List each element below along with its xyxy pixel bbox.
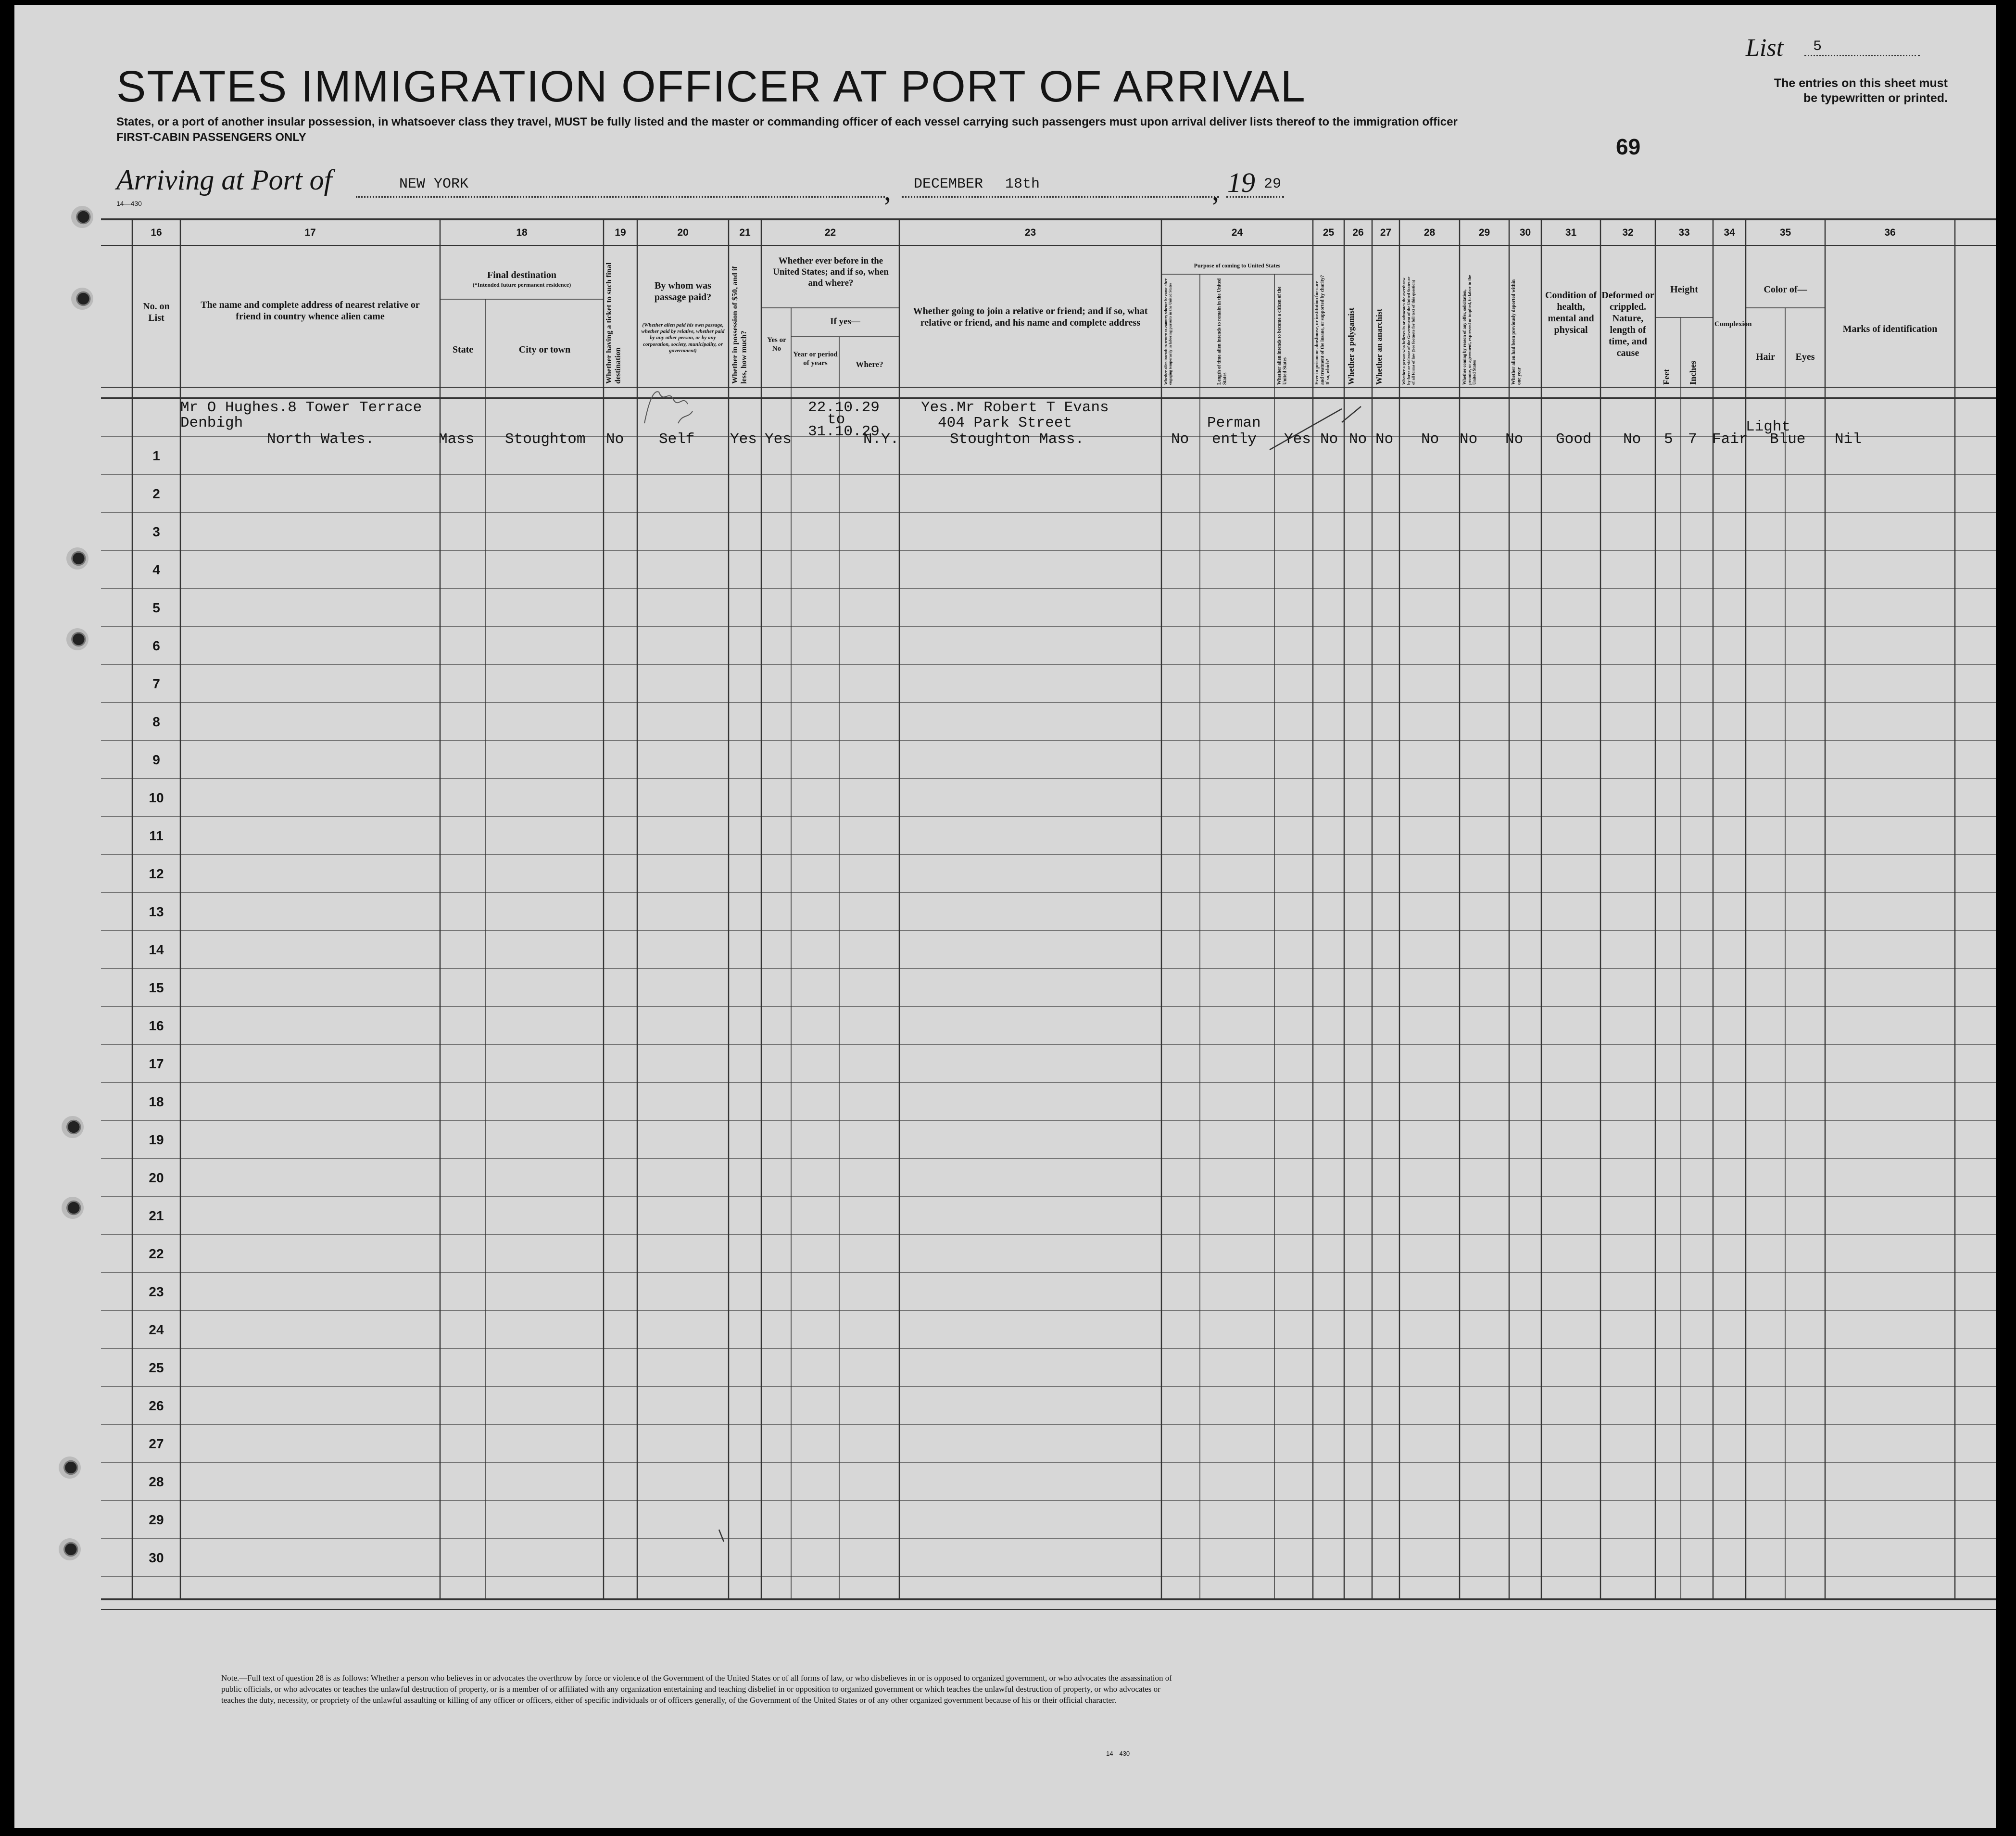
row-number: 14	[149, 942, 164, 957]
year-suffix: 29	[1264, 176, 1282, 192]
header-ticket: Whether having a ticket to such final destination	[605, 262, 622, 384]
return-intent-value: No	[1171, 431, 1189, 448]
page-number: 69	[1616, 134, 1641, 159]
header-final-destination: Final destination	[487, 270, 556, 280]
row-number: 23	[149, 1284, 164, 1299]
years-line1: 22.10.29	[808, 399, 880, 416]
col-num-28: 28	[1424, 227, 1436, 238]
col-num-25: 25	[1323, 227, 1335, 238]
fifty-dollars-value: Yes	[730, 431, 757, 448]
join-line1: Yes.Mr Robert T Evans	[921, 399, 1109, 416]
row-number: 6	[152, 638, 160, 653]
header-final-destination-sub: (*Intended future permanent residence)	[472, 281, 571, 288]
header-eyes: Eyes	[1795, 352, 1815, 362]
header-deformed: Deformed or crippled. Nature, length of time, and cause	[1601, 290, 1654, 358]
header-fifty-dollars: Whether in possession of $50, and if less, how much?	[731, 266, 748, 384]
eyes-value: Blue	[1770, 431, 1806, 448]
header-yes-no: Yes or No	[767, 336, 786, 353]
footnote: Note.—Full text of question 28 is as follows: Whether a person who believes in or advocates the overthrow by force or violence of the Government of the United States or of all forms of law, or who disbelieves in or is opposed to organized government, or who advocates the assassination of public officials, or who advocates or teaches the unlawful destruction of property, or is a member of or affiliated with any organization entertaining and teaching disbelief in or opposition to organized government or which teaches the unlawful destruction of property, or who advocates or teaches the duty, necessity, or propriety of the unlawful assaulting or killing of any officer or officers, either of specific individuals or of officers generally, of the Government of the United States or of any other organized government because of his or their official character.	[221, 1673, 1172, 1705]
first-cabin-label: FIRST-CABIN PASSENGERS ONLY	[116, 131, 306, 144]
row-number: 8	[152, 714, 160, 729]
header-return-intent: Whether alien intends to return to country whence he came after engaging temporarily in laboring pursuits in the United States	[1164, 279, 1173, 385]
destination-state: Mass	[439, 431, 475, 448]
relative-address-line3: North Wales.	[267, 431, 375, 448]
row-number: 25	[149, 1360, 164, 1375]
header-complexion: Complexion	[1714, 320, 1752, 328]
hair-value: Light	[1746, 418, 1791, 435]
col-num-33: 33	[1678, 227, 1690, 238]
col-num-29: 29	[1478, 227, 1490, 238]
health-value: Good	[1556, 431, 1592, 448]
length-line2: ently	[1212, 431, 1257, 448]
header-purpose: Purpose of coming to United States	[1194, 262, 1281, 269]
col-num-26: 26	[1352, 227, 1364, 238]
header-anarchist: Whether an anarchist	[1374, 308, 1384, 385]
header-city: City or town	[518, 344, 571, 355]
row-number: 26	[149, 1398, 164, 1413]
comma-2: ,	[1212, 175, 1219, 206]
complexion-value: Fair	[1712, 431, 1748, 448]
destination-city: Stoughtom	[505, 431, 586, 448]
header-inches: Inches	[1688, 360, 1698, 385]
row-numbers	[137, 437, 176, 1577]
header-ever-before: Whether ever before in the United States; and if so, when and where?	[773, 256, 889, 288]
comma-1: ,	[884, 175, 891, 206]
header-polygamist: Whether a polygamist	[1347, 307, 1356, 385]
row-number: 18	[149, 1094, 164, 1109]
col-num-27: 27	[1380, 227, 1392, 238]
deported-value: No	[1505, 431, 1524, 448]
header-where: Where?	[856, 360, 883, 369]
col-num-31: 31	[1565, 227, 1577, 238]
marks-value: Nil	[1835, 431, 1862, 448]
row-number: 17	[149, 1056, 164, 1071]
relative-address-line1: Mr O Hughes.8 Tower Terrace	[180, 399, 422, 416]
row-number: 10	[149, 790, 164, 805]
prison-value: No	[1320, 431, 1338, 448]
row-number: 15	[149, 980, 164, 995]
header-deported: Whether alien had been previously deported within one year	[1511, 279, 1522, 385]
date-day: 18th	[1005, 176, 1040, 192]
col-num-34: 34	[1724, 227, 1735, 238]
year-prefix: 19	[1227, 167, 1255, 198]
header-citizen: Whether alien intends to become a citizen of the United States	[1277, 286, 1288, 385]
polygamist-value: No	[1349, 431, 1367, 448]
row-number: 12	[149, 866, 164, 881]
row-number: 16	[149, 1018, 164, 1033]
citizen-value: Yes	[1284, 431, 1311, 448]
form-title: STATES IMMIGRATION OFFICER AT PORT OF ARRIVAL	[116, 62, 1306, 111]
header-join-relative: Whether going to join a relative or friend; and if so, what relative or friend, and his name and complete address	[913, 306, 1148, 328]
header-if-yes: If yes—	[830, 317, 860, 327]
length-line1: Perman	[1207, 415, 1261, 431]
col-num-21: 21	[739, 227, 751, 238]
row-number: 4	[152, 562, 160, 577]
col-num-32: 32	[1622, 227, 1634, 238]
join-line3: Stoughton Mass.	[950, 431, 1084, 448]
row-number: 9	[152, 752, 160, 767]
feet-value: 5	[1664, 431, 1673, 448]
row-number: 28	[149, 1474, 164, 1489]
header-prison: Ever in prison or almshouse, or institution for care and treatment of the insane, or supported by charity? If so, which?	[1314, 275, 1331, 385]
entries-note-line1: The entries on this sheet must	[1774, 76, 1948, 90]
entries-note-line2: be typewritten or printed.	[1803, 91, 1948, 105]
row-number: 29	[149, 1512, 164, 1527]
row-number: 19	[149, 1132, 164, 1147]
row-number: 1	[152, 448, 160, 463]
col-num-35: 35	[1779, 227, 1791, 238]
header-hair: Hair	[1756, 352, 1775, 362]
passage-paid-value: Self	[659, 431, 695, 448]
join-line2: 404 Park Street	[938, 415, 1072, 431]
years-line2: to	[827, 411, 845, 428]
row-number: 21	[149, 1208, 164, 1223]
row-number: 20	[149, 1170, 164, 1185]
header-passage-paid: By whom was passage paid?	[654, 280, 712, 303]
row-number: 27	[149, 1436, 164, 1451]
relative-address-line2: Denbigh	[180, 415, 243, 431]
form-subtitle: States, or a port of another insular possession, in whatsoever class they travel, MUST be fully listed and the master or commanding officer of each vessel carrying such passengers must upon arrival deliver lists thereof to the immigration officer	[116, 115, 1458, 128]
row-number: 11	[149, 828, 164, 843]
header-state: State	[452, 344, 474, 355]
header-labor-offer: Whether coming by reason of any offer, solicitation, promise, or agreement, expressed or implied, to labor in the United States	[1462, 275, 1477, 385]
header-overthrow: Whether a person who believes in or advocates the overthrow by force or violence of the Government of the United States or of all forms of law (See footnote for full text of this question)	[1401, 277, 1416, 385]
q28-value: No	[1421, 431, 1439, 448]
col-num-30: 30	[1519, 227, 1531, 238]
row-number: 22	[149, 1246, 164, 1261]
list-label: List	[1746, 34, 1784, 62]
deformed-value: No	[1623, 431, 1641, 448]
col-num-22: 22	[824, 227, 836, 238]
row-number: 30	[149, 1550, 164, 1565]
col-num-20: 20	[677, 227, 689, 238]
header-year-period: Year or period of years	[793, 351, 838, 367]
list-number: 5	[1813, 38, 1822, 55]
header-health: Condition of health, mental and physical	[1545, 290, 1597, 335]
col-num-19: 19	[615, 227, 626, 238]
date-month: DECEMBER	[914, 176, 983, 192]
port-value: NEW YORK	[399, 176, 469, 192]
header-feet: Feet	[1662, 369, 1671, 385]
manifest-sheet	[14, 5, 1996, 1828]
header-height: Height	[1670, 284, 1698, 295]
header-relative: The name and complete address of nearest relative or friend in country whence alien came	[201, 300, 420, 322]
header-no-on-list: No. on List	[143, 301, 170, 323]
col-num-36: 36	[1884, 227, 1896, 238]
arriving-label: Arriving at Port of	[116, 164, 332, 196]
row-number: 24	[149, 1322, 164, 1337]
q29-value: No	[1460, 431, 1478, 448]
ticket-value: No	[606, 431, 624, 448]
col-num-16: 16	[151, 227, 162, 238]
where-value: N.Y.	[863, 431, 899, 448]
form-code-bottom: 14—430	[1106, 1750, 1130, 1757]
row-number: 7	[152, 676, 160, 691]
col-num-24: 24	[1231, 227, 1243, 238]
form-code: 14—430	[116, 200, 142, 207]
table-grid	[14, 5, 1996, 1828]
col-num-23: 23	[1024, 227, 1036, 238]
before-yes-value: Yes	[765, 431, 792, 448]
row-number: 5	[152, 600, 160, 615]
col-num-17: 17	[304, 227, 316, 238]
row-number: 13	[149, 904, 164, 919]
row-number: 2	[152, 486, 160, 501]
row-number: 3	[152, 524, 160, 539]
header-marks: Marks of identification	[1842, 324, 1938, 334]
anarchist-value: No	[1375, 431, 1394, 448]
inches-value: 7	[1688, 431, 1697, 448]
col-num-18: 18	[516, 227, 528, 238]
header-length-of-stay: Length of time alien intends to remain in the United States	[1217, 278, 1228, 385]
years-line3: 31.10.29	[808, 423, 880, 440]
header-passage-paid-sub: (Whether alien paid his own passage, whether paid by relative, whether paid by any other person, or by any corporation, society, municipality, or government)	[641, 322, 725, 354]
header-color-of: Color of—	[1764, 284, 1807, 295]
